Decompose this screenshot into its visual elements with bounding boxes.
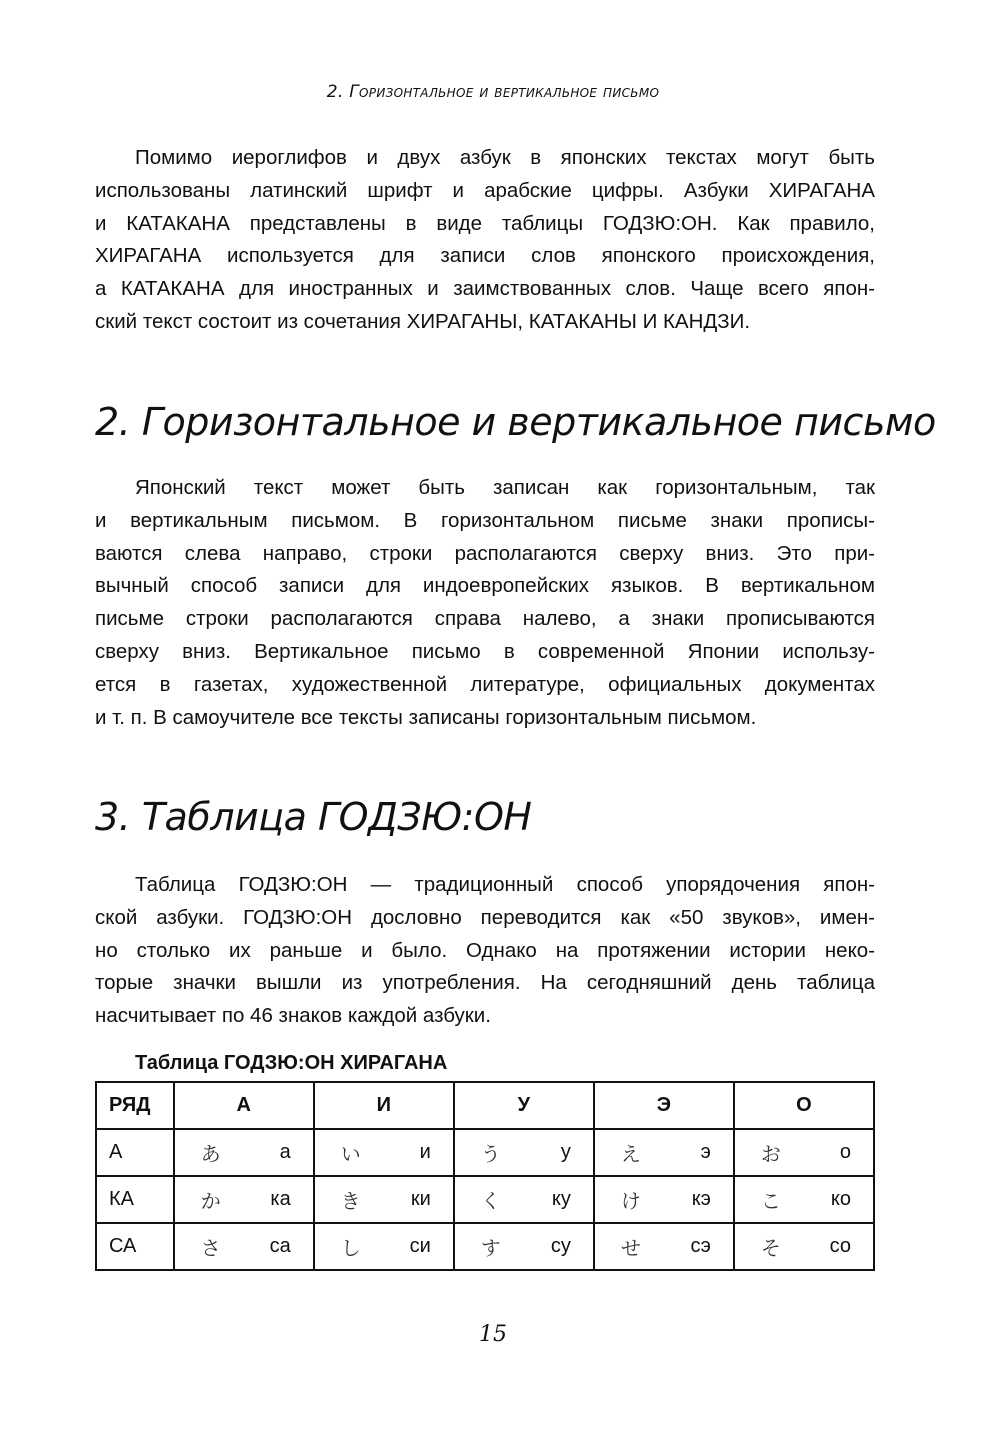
header-cell-u: У [454, 1082, 594, 1129]
kana-cell [314, 1223, 454, 1270]
section-heading-2: 2. Горизонтальное и вертикальное письмо [95, 400, 936, 444]
kana-cell [454, 1129, 594, 1176]
kana-reading: ка [270, 1188, 291, 1210]
kana-char: す [480, 1236, 501, 1260]
header-cell-row: РЯД [96, 1082, 174, 1129]
kana-cell [594, 1223, 734, 1270]
kana-cell [594, 1129, 734, 1176]
kana-reading: э [700, 1141, 711, 1163]
text-line: вычный способ записи для индоевропейских языков. В вертикальном [95, 574, 875, 598]
table-row [96, 1176, 874, 1223]
kana-cell [454, 1176, 594, 1223]
kana-char: せ [620, 1236, 641, 1260]
text-line: ской азбуки. ГОДЗЮ:ОН дословно переводится как «50 звуков», имен- [95, 905, 875, 929]
text-line: и т. п. В самоучителе все тексты записаны горизонтальным письмом. [95, 705, 757, 729]
text-line: и вертикальным письмом. В горизонтальном письме знаки прописы- [95, 508, 875, 532]
text-line: а КАТАКАНА для иностранных и заимствованных слов. Чаще всего япон- [95, 277, 875, 301]
kana-char: け [620, 1189, 641, 1213]
section-heading-3: 3. Таблица ГОДЗЮ:ОН [95, 795, 532, 839]
header-cell-i: И [314, 1082, 454, 1129]
kana-char: う [480, 1142, 501, 1166]
text-line: Помимо иероглифов и двух азбук в японских текстах могут быть [135, 146, 875, 169]
row-label: А [96, 1129, 174, 1176]
kana-reading: и [419, 1141, 431, 1163]
table-header-row [96, 1082, 874, 1129]
kana-char: お [760, 1142, 781, 1166]
text-line: ется в газетах, художественной литературе, официальных документах [95, 672, 875, 696]
text-line: письме строки располагаются справа налево, а знаки прописываются [95, 607, 875, 631]
kana-char: か [200, 1189, 221, 1213]
table-row [96, 1223, 874, 1270]
intro-paragraph [95, 142, 875, 339]
kana-char: く [480, 1189, 501, 1213]
kana-reading: со [829, 1235, 851, 1257]
kana-reading: си [409, 1235, 431, 1257]
text-line: Таблица ГОДЗЮ:ОН — традиционный способ упорядочения япон- [135, 873, 875, 896]
kana-char: し [340, 1236, 361, 1260]
kana-cell [734, 1223, 874, 1270]
text-line: но столько их раньше и было. Однако на протяжении истории неко- [95, 938, 875, 962]
text-line: и КАТАКАНА представлены в виде таблицы ГОДЗЮ:ОН. Как правило, [95, 211, 875, 235]
kana-char: え [620, 1142, 641, 1166]
kana-reading: ки [410, 1188, 431, 1210]
header-cell-e: Э [594, 1082, 734, 1129]
kana-char: そ [760, 1236, 781, 1260]
kana-reading: ку [551, 1188, 571, 1210]
row-label: СА [96, 1223, 174, 1270]
kana-cell [174, 1129, 314, 1176]
header-cell-a: А [174, 1082, 314, 1129]
kana-cell [734, 1176, 874, 1223]
kana-cell [174, 1176, 314, 1223]
kana-cell [734, 1129, 874, 1176]
kana-cell [174, 1223, 314, 1270]
kana-reading: у [560, 1141, 571, 1163]
text-line: Японский текст может быть записан как горизонтальным, так [135, 476, 875, 499]
text-line: ский текст состоит из сочетания ХИРАГАНЫ, КАТАКАНЫ И КАНДЗИ. [95, 309, 751, 333]
header-cell-o: О [734, 1082, 874, 1129]
text-line: сверху вниз. Вертикальное письмо в современной Японии использу- [95, 639, 875, 663]
kana-reading: о [839, 1141, 851, 1163]
table-row [96, 1129, 874, 1176]
page-number: 15 [479, 1322, 507, 1347]
running-head: 2. Горизонтальное и вертикальное письмо [326, 82, 660, 102]
row-label: КА [96, 1176, 174, 1223]
kana-reading: сэ [690, 1235, 711, 1257]
kana-char: こ [760, 1189, 781, 1213]
section2-paragraph [95, 472, 875, 734]
kana-char: い [340, 1142, 361, 1166]
kana-reading: са [269, 1235, 291, 1257]
gojuon-table [95, 1081, 875, 1271]
section3-paragraph [95, 869, 875, 1033]
kana-reading: ко [830, 1188, 851, 1210]
kana-char: あ [200, 1142, 221, 1166]
kana-cell [594, 1176, 734, 1223]
kana-cell [314, 1129, 454, 1176]
text-line: торые значки вышли из употребления. На сегодняшний день таблица [95, 971, 875, 995]
text-line: ХИРАГАНА используется для записи слов японского происхождения, [95, 244, 875, 268]
kana-reading: кэ [691, 1188, 711, 1210]
table-caption: Таблица ГОДЗЮ:ОН ХИРАГАНА [135, 1052, 448, 1074]
kana-cell [454, 1223, 594, 1270]
kana-reading: су [550, 1235, 571, 1257]
text-line: ваются слева направо, строки располагаются сверху вниз. Это при- [95, 541, 875, 565]
text-line: насчитывает по 46 знаков каждой азбуки. [95, 1004, 491, 1028]
kana-reading: а [279, 1141, 291, 1163]
kana-cell [314, 1176, 454, 1223]
kana-char: き [340, 1189, 361, 1213]
text-line: использованы латинский шрифт и арабские цифры. Азбуки ХИРАГАНА [95, 178, 875, 202]
kana-char: さ [200, 1236, 221, 1260]
